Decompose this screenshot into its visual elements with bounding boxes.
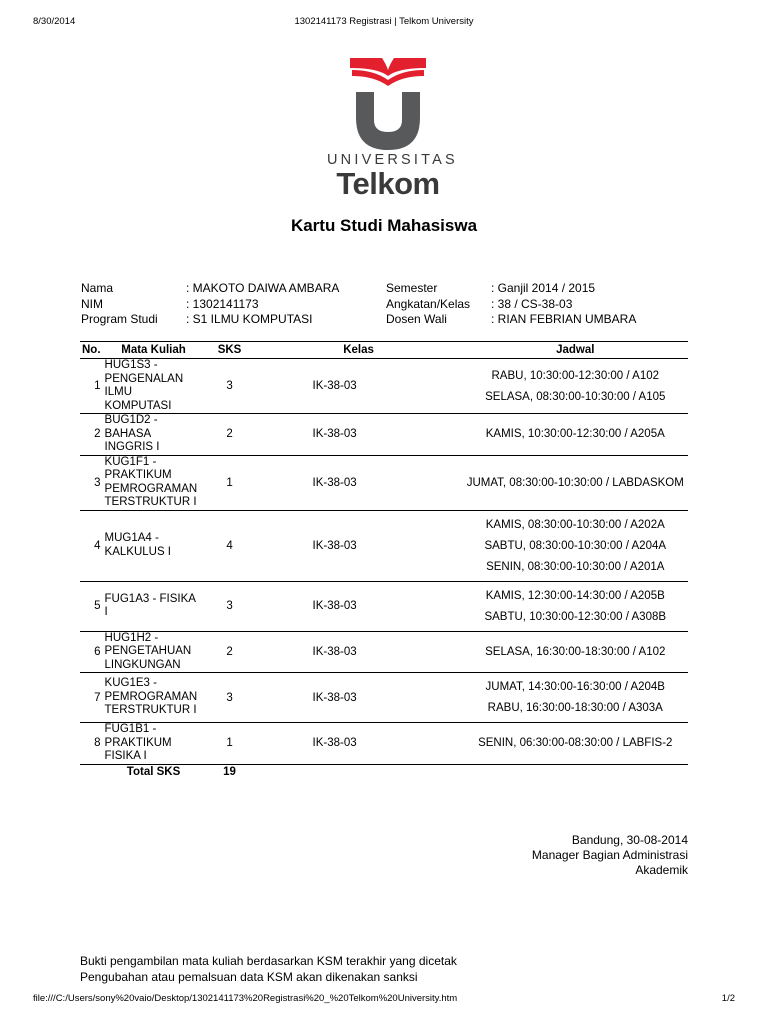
row-number: 1 (80, 359, 103, 414)
row-sks: 1 (205, 455, 255, 510)
row-jadwal (463, 359, 688, 414)
row-sks: 3 (205, 359, 255, 414)
row-kelas: IK-38-03 (255, 359, 463, 414)
dosen-label: Dosen Wali (386, 312, 447, 326)
semester-value: : Ganjil 2014 / 2015 (491, 281, 596, 295)
dosen-value: : RIAN FEBRIAN UMBARA (491, 312, 637, 326)
table-row (80, 631, 688, 673)
total-spacer (463, 764, 688, 778)
row-mata-kuliah: FUG1A3 - FISIKA I (103, 581, 205, 631)
jadwal-item: JUMAT, 08:30:00-10:30:00 / LABDASKOM (466, 476, 684, 489)
row-jadwal (463, 581, 688, 631)
header-no: No. (80, 342, 103, 359)
jadwal-item: KAMIS, 08:30:00-10:30:00 / A202A (485, 518, 665, 531)
total-row (80, 764, 688, 778)
telkom-university-logo (318, 54, 458, 206)
student-info-values-right (491, 281, 636, 328)
signature-block (532, 833, 688, 878)
table-row (80, 673, 688, 723)
row-sks: 2 (205, 631, 255, 673)
row-mata-kuliah: HUG1H2 - PENGETAHUAN LINGKUNGAN (103, 631, 205, 673)
row-kelas: IK-38-03 (255, 581, 463, 631)
table-row (80, 723, 688, 765)
header-mata-kuliah: Mata Kuliah (103, 342, 205, 359)
row-number: 7 (80, 673, 103, 723)
total-sks-value: 19 (223, 765, 236, 778)
row-jadwal (463, 631, 688, 673)
note-line-2: Pengubahan atau pemalsuan data KSM akan dikenakan sanksi (80, 970, 418, 984)
page-title: Kartu Studi Mahasiswa (290, 216, 478, 235)
total-spacer (80, 764, 103, 778)
row-kelas: IK-38-03 (255, 414, 463, 456)
table-row (80, 414, 688, 456)
row-number: 2 (80, 414, 103, 456)
note-line-1: Bukti pengambilan mata kuliah berdasarkan KSM terakhir yang dicetak (80, 954, 457, 968)
header-sks: SKS (205, 342, 255, 359)
angkatan-value: : 38 / CS-38-03 (491, 296, 573, 311)
student-info-values-left (186, 281, 339, 328)
print-page-title: 1302141173 Registrasi | Telkom University (294, 16, 474, 27)
row-number: 6 (80, 631, 103, 673)
jadwal-item: SENIN, 08:30:00-10:30:00 / A201A (486, 560, 665, 573)
row-number: 3 (80, 455, 103, 510)
table-row (80, 510, 688, 581)
row-jadwal (463, 455, 688, 510)
row-mata-kuliah: MUG1A4 - KALKULUS I (103, 510, 205, 581)
row-jadwal (463, 723, 688, 765)
row-sks: 2 (205, 414, 255, 456)
header-kelas: Kelas (255, 342, 463, 359)
student-info-labels-left (81, 281, 158, 328)
nama-value: : MAKOTO DAIWA AMBARA (186, 281, 340, 295)
row-sks: 4 (205, 510, 255, 581)
row-jadwal (463, 414, 688, 456)
header-jadwal: Jadwal (463, 342, 688, 359)
print-date: 8/30/2014 (33, 16, 76, 27)
row-kelas: IK-38-03 (255, 455, 463, 510)
logo-universitas-text: UNIVERSITAS (327, 152, 458, 168)
row-mata-kuliah: HUG1S3 - PENGENALAN ILMU KOMPUTASI (103, 359, 205, 414)
table-row (80, 581, 688, 631)
jadwal-item: KAMIS, 10:30:00-12:30:00 / A205A (485, 428, 665, 441)
telkom-emblem-icon (318, 54, 458, 154)
row-sks: 1 (205, 723, 255, 765)
print-page-number: 1/2 (721, 993, 735, 1004)
row-sks: 3 (205, 673, 255, 723)
nim-label: NIM (81, 296, 103, 311)
course-table-header (80, 342, 688, 359)
nim-value: : 1302141173 (186, 296, 259, 311)
jadwal-item: SELASA, 08:30:00-10:30:00 / A105 (485, 390, 666, 403)
prodi-value: : S1 ILMU KOMPUTASI (186, 312, 313, 326)
row-jadwal (463, 510, 688, 581)
jadwal-item: SENIN, 06:30:00-08:30:00 / LABFIS-2 (478, 737, 673, 750)
prodi-label: Program Studi (81, 312, 158, 326)
row-kelas: IK-38-03 (255, 510, 463, 581)
jadwal-item: SABTU, 10:30:00-12:30:00 / A308B (484, 610, 667, 623)
angkatan-label: Angkatan/Kelas (386, 296, 471, 311)
notes-block (80, 953, 457, 985)
student-info-labels-right (386, 281, 470, 328)
jadwal-item: RABU, 10:30:00-12:30:00 / A102 (491, 369, 660, 382)
row-mata-kuliah: FUG1B1 - PRAKTIKUM FISIKA I (103, 723, 205, 765)
course-table (80, 341, 688, 778)
total-spacer (255, 764, 463, 778)
row-kelas: IK-38-03 (255, 723, 463, 765)
table-row (80, 455, 688, 510)
signature-title-line2: Akademik (635, 863, 688, 877)
print-file-path: file:///C:/Users/sony%20vaio/Desktop/1302141173%20Registrasi%20_%20Telkom%20University.htm (33, 993, 458, 1004)
jadwal-item: RABU, 16:30:00-18:30:00 / A303A (487, 702, 663, 714)
total-sks-label: Total SKS (126, 765, 181, 778)
row-number: 5 (80, 581, 103, 631)
row-number: 8 (80, 723, 103, 765)
logo-telkom-text: Telkom (336, 166, 440, 201)
table-row (80, 359, 688, 414)
jadwal-item: KAMIS, 12:30:00-14:30:00 / A205B (485, 589, 665, 602)
semester-label: Semester (386, 281, 438, 295)
nama-label: Nama (81, 281, 114, 295)
row-kelas: IK-38-03 (255, 631, 463, 673)
jadwal-item: SELASA, 16:30:00-18:30:00 / A102 (485, 645, 666, 658)
jadwal-item: SABTU, 08:30:00-10:30:00 / A204A (484, 539, 667, 552)
signature-place-date: Bandung, 30-08-2014 (571, 833, 688, 847)
row-sks: 3 (205, 581, 255, 631)
row-mata-kuliah: BUG1D2 - BAHASA INGGRIS I (103, 414, 205, 456)
signature-title-line1: Manager Bagian Administrasi (531, 848, 688, 862)
row-jadwal (463, 673, 688, 723)
row-mata-kuliah: KUG1F1 - PRAKTIKUM PEMROGRAMAN TERSTRUKTUR I (103, 455, 205, 510)
row-number: 4 (80, 510, 103, 581)
row-kelas: IK-38-03 (255, 673, 463, 723)
row-mata-kuliah: KUG1E3 - PEMROGRAMAN TERSTRUKTUR I (103, 673, 205, 723)
jadwal-item: JUMAT, 14:30:00-16:30:00 / A204B (485, 681, 665, 693)
